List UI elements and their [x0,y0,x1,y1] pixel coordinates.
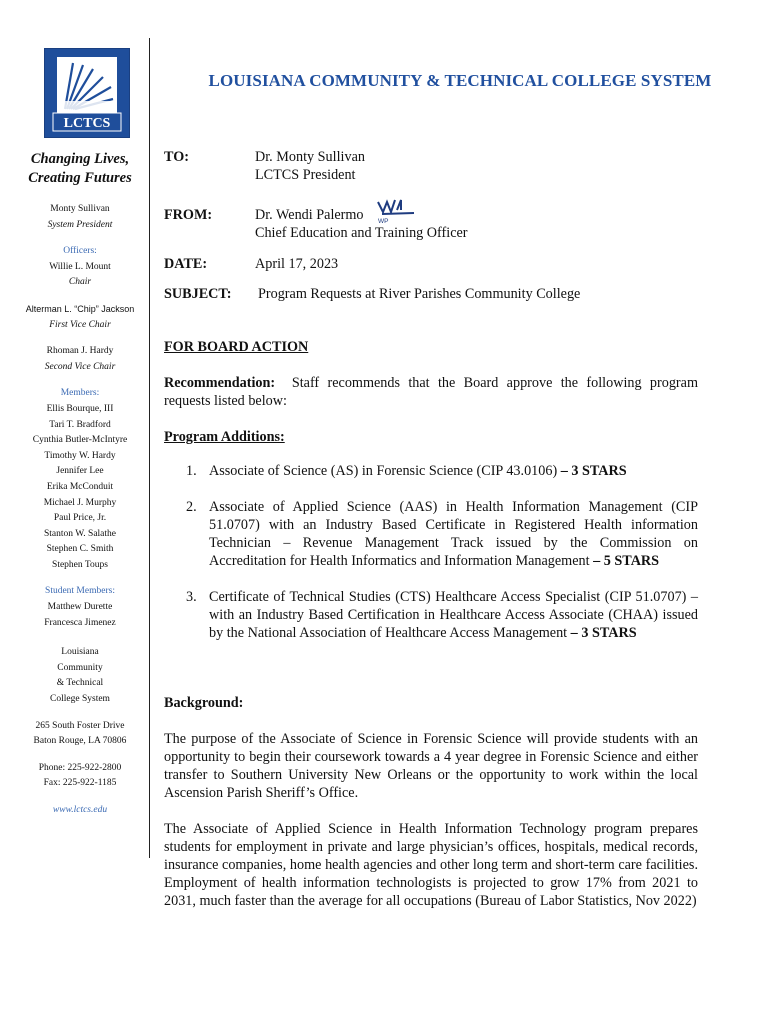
student-member-name: Francesca Jimenez [44,617,116,628]
member-name: Stephen C. Smith [46,544,114,555]
list-item: 2. Associate of Applied Science (AAS) in Health Information Management (CIP 51.0707) with an Industry Based Certificate in Registered Health information Technician – Revenue Management Track issued by the Commission on Accreditation for Health Informatics and Information Management – 5 STARS [186,499,698,569]
second-vice-chair-name: Rhoman J. Hardy [46,346,114,357]
recommendation [164,374,698,410]
website-link[interactable]: www.lctcs.edu [52,805,108,815]
chair-name: Willie L. Mount [49,261,111,272]
org-line: College System [50,694,110,705]
recommendation-label: Recommendation: [164,375,276,391]
member-name: Ellis Bourque, III [46,403,114,414]
address-line-1: 265 South Foster Drive [35,720,125,731]
subject-label: SUBJECT: [164,286,232,302]
president-title: System President [47,219,113,230]
org-title: LOUISIANA COMMUNITY & TECHNICAL COLLEGE SYSTEM [208,71,712,90]
program-additions-heading: Program Additions: [164,429,285,445]
member-name: Stephen Toups [52,559,108,570]
background-paragraph-2: The Associate of Applied Science in Health Information Technology program prepares students for employment in private and large physician’s offices, hospitals, medical records, insurance companies, home health agencies and other long term and short-term care facilities. Employment of health information technologists is projected to grow 17% from 2021 to 2031, much faster than the average for all occupations (Bureau of Labor Statistics, Nov 2022) [164,821,698,909]
to-name: Dr. Monty Sullivan [255,149,365,165]
logo-text: LCTCS [63,116,111,131]
fax: Fax: 225-922-1185 [43,778,117,789]
president-name: Monty Sullivan [50,204,110,214]
member-name: Paul Price, Jr. [53,513,107,524]
chair-title: Chair [68,277,92,288]
vertical-divider [149,38,150,858]
second-vice-chair-title: Second Vice Chair [44,361,116,372]
date-value: April 17, 2023 [255,256,339,272]
member-name: Jennifer Lee [56,466,104,477]
background-heading: Background: [164,695,244,711]
board-action-heading: FOR BOARD ACTION [164,339,309,355]
student-members-header: Student Members: [45,586,115,597]
address-line-2: Baton Rouge, LA 70806 [33,736,127,747]
subject-value: Program Requests at River Parishes Community College [258,286,581,302]
to-title: LCTCS President [255,167,356,183]
members-header: Members: [60,388,100,399]
from-name: Dr. Wendi Palermo [255,207,364,223]
signature [376,196,416,224]
member-name: Erika McConduit [46,481,114,492]
from-label: FROM: [164,207,213,223]
student-member-name: Matthew Durette [47,602,113,613]
svg-text:WP: WP [378,218,389,224]
list-item: 3. Certificate of Technical Studies (CTS) Healthcare Access Specialist (CIP 51.0707) – with an Industry Based Certification in Healthcare Access Associate (CHAA) issued by the National Association of Healthcare Access Management – 3 STARS [186,589,698,641]
member-name: Timothy W. Hardy [44,450,116,461]
officers-header: Officers: [63,246,97,257]
org-line: Community [57,662,103,673]
member-name: Stanton W. Salathe [43,528,117,539]
first-vice-chair-title: First Vice Chair [49,319,111,330]
sidebar [20,150,140,819]
org-line: Louisiana [61,647,99,658]
to-label: TO: [164,149,189,165]
member-name: Cynthia Butler-McIntyre [32,435,128,446]
member-name: Tari T. Bradford [49,419,111,430]
member-name: Michael J. Murphy [43,497,117,508]
lctcs-logo [44,48,130,138]
background-paragraph-1: The purpose of the Associate of Science in Forensic Science will provide students with an opportunity to begin their coursework towards a 4 year degree in Forensic Science and either transfer to Southern University New Orleans or the opportunity to work within the local Ascension Parish Sheriff’s Office. [164,731,698,801]
first-vice-chair-name: Alterman L. “Chip” Jackson [25,303,135,314]
from-title: Chief Education and Training Officer [255,225,468,241]
tagline: Changing Lives, Creating Futures [28,151,132,186]
phone: Phone: 225-922-2800 [38,762,122,773]
org-line: & Technical [56,678,104,689]
logo-graphic [45,49,129,137]
list-item: 1. Associate of Science (AS) in Forensic Science (CIP 43.0106) – 3 STARS [186,463,627,479]
recommendation-text: Staff recommends that the Board approve the following program requests listed below: [164,375,698,409]
date-label: DATE: [164,256,208,272]
